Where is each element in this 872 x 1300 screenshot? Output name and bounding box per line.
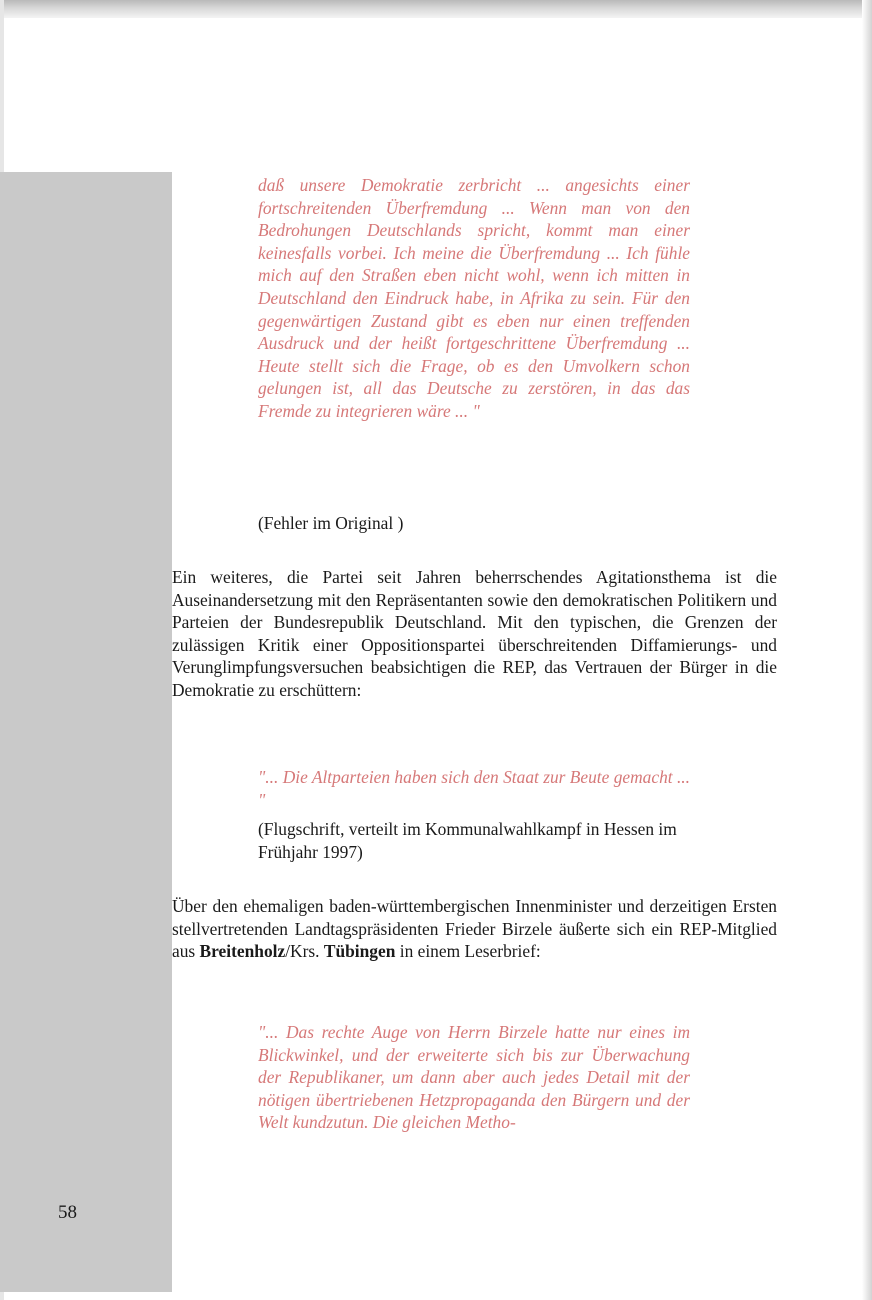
- quote-2-citation: (Flugschrift, verteilt im Kommunalwahlkampf in Hessen im Frühjahr 1997): [258, 819, 677, 862]
- quote-1-citation: (Fehler im Original ): [258, 513, 404, 533]
- paragraph-2-outro: in einem Leserbrief:: [395, 941, 541, 962]
- quote-block-2: "... Die Altparteien haben sich den Staat zur Beute gemacht ... ": [258, 767, 691, 810]
- paragraph-2-intro: Über den ehemaligen baden-württembergischen Innenminister und derzeitigen Ersten stellvertretenden Landtagspräsidenten Frieder Birzele äußerte sich ein REP-Mitglied aus: [172, 896, 777, 962]
- body-paragraph-1: Ein weiteres, die Partei seit Jahren beherrschendes Agitationsthema ist die Auseinandersetzung mit den Repräsentanten sowie den demokratischen Politikern und Parteien der Bundesrepublik Deutschland. Mit den typischen, die Grenzen der zulässigen Kritik einer Oppositionspartei überschreitenden Diffamierungs- und Verunglimpfungsversuchen beabsichtigen die REP, das Vertrauen der Bürger in die Demokratie zu erschüttern:: [172, 567, 777, 700]
- body-paragraph-2: [172, 895, 777, 963]
- quote-block-3: "... Das rechte Auge von Herrn Birzele hatte nur eines im Blickwinkel, und der erweiterte sich bis zur Überwachung der Republikaner, um dann aber auch jedes Detail mit der nötigen übertriebenen Hetzpropaganda den Bürgern und der Welt kundzutun. Die gleichen Metho-: [258, 1022, 690, 1133]
- place-tuebingen: Tübingen: [323, 941, 396, 962]
- quote-block-1: daß unsere Demokratie zerbricht ... angesichts einer fortschreitenden Überfremdung ... Wenn man von den Bedrohungen Deutschlands spricht, kommt man einer keinesfalls vorbei. Ich meine die Überfremdung ... Ich fühle mich auf den Straßen eben nicht wohl, wenn ich mitten in Deutschland den Eindruck habe, in Afrika zu sein. Für den gegenwärtigen Zustand gibt es eben nur einen treffenden Ausdruck und der heißt fortgeschrittene Überfremdung ... Heute stellt sich die Frage, ob es den Umvolkern schon gelungen ist, all das Deutsche zu zerstören, in das das Fremde zu integrieren wäre ... ": [258, 175, 690, 421]
- place-breitenholz: Breitenholz: [199, 941, 286, 962]
- margin-grey-bar: [0, 172, 172, 1292]
- scan-right-edge: [862, 0, 872, 1300]
- scan-top-shadow: [0, 0, 872, 18]
- page-number: 58: [58, 1202, 77, 1223]
- paragraph-2-separator: /Krs.: [285, 941, 324, 962]
